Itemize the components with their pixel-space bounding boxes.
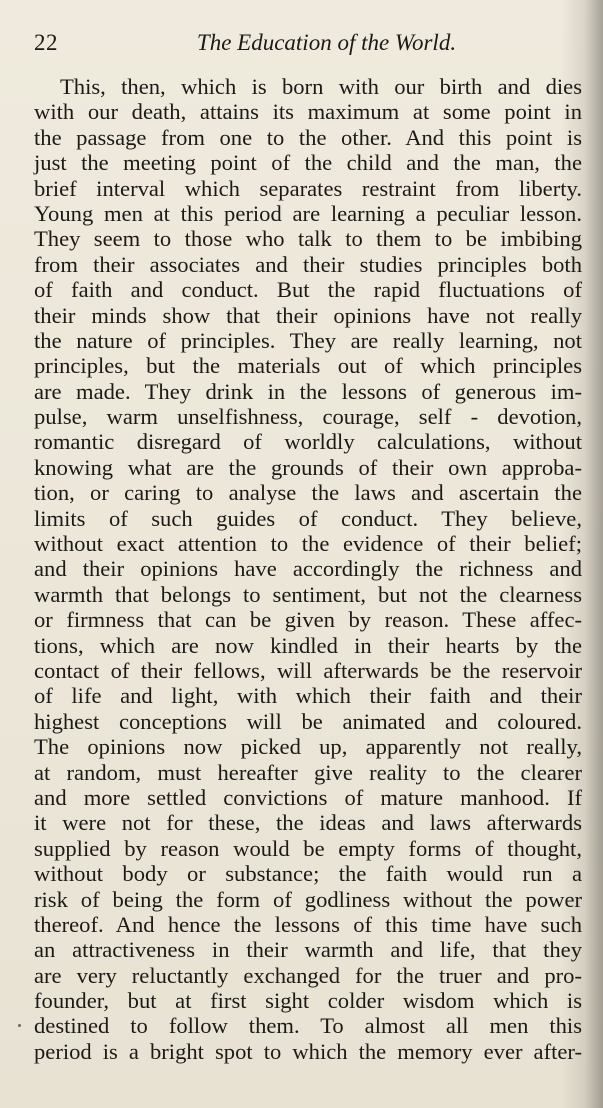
text-line: period is a bright spot to which the memory ever after-	[34, 1038, 582, 1064]
text-line: an attractiveness in their warmth and life, that they	[34, 937, 582, 963]
text-line: it were not for these, the ideas and laws afterwards	[34, 810, 582, 836]
text-line: pulse, warm unselfishness, courage, self - devotion,	[34, 404, 582, 430]
text-line: thereof. And hence the lessons of this time have such	[34, 911, 582, 937]
text-line: destined to follow them. To almost all men this	[34, 1013, 582, 1039]
text-line: Young men at this period are learning a peculiar lesson.	[34, 200, 582, 226]
text-line: from their associates and their studies principles both	[34, 251, 582, 277]
running-title: The Education of the World.	[196, 30, 457, 55]
text-line: the nature of principles. They are really learning, not	[34, 327, 582, 353]
text-line: supplied by reason would be empty forms of thought,	[34, 835, 582, 861]
text-line: limits of such guides of conduct. They believe,	[34, 505, 582, 531]
text-line: without body or substance; the faith would run a	[34, 861, 582, 887]
text-line: and their opinions have accordingly the richness and	[34, 556, 582, 582]
text-line: They seem to those who talk to them to be imbibing	[34, 226, 582, 252]
text-line: highest conceptions will be animated and coloured.	[34, 708, 582, 734]
text-line: just the meeting point of the child and the man, the	[34, 150, 582, 176]
text-line: romantic disregard of worldly calculations, without	[34, 429, 582, 455]
text-line: are made. They drink in the lessons of generous im-	[34, 378, 582, 404]
text-line: at random, must hereafter give reality to the clearer	[34, 759, 582, 785]
text-line: the passage from one to the other. And this point is	[34, 124, 582, 150]
text-line: warmth that belongs to sentiment, but not the clearness	[34, 581, 582, 607]
text-line: tion, or caring to analyse the laws and ascertain the	[34, 480, 582, 506]
page-number: 22	[34, 30, 58, 55]
text-line: are very reluctantly exchanged for the truer and pro-	[34, 962, 582, 988]
text-line: tions, which are now kindled in their hearts by the	[34, 632, 582, 658]
text-line: principles, but the materials out of which principles	[34, 353, 582, 379]
text-line: risk of being the form of godliness without the power	[34, 886, 582, 912]
text-line: without exact attention to the evidence of their belief;	[34, 531, 582, 557]
text-line: founder, but at first sight colder wisdom which is	[34, 988, 582, 1014]
text-line: with our death, attains its maximum at some point in	[34, 99, 582, 125]
text-line: their minds show that their opinions have not really	[34, 302, 582, 328]
text-line: The opinions now picked up, apparently not really,	[34, 734, 582, 760]
text-line: brief interval which separates restraint from liberty.	[34, 175, 582, 201]
text-line: This, then, which is born with our birth and dies	[60, 74, 582, 99]
text-line: contact of their fellows, will afterwards be the reservoir	[34, 657, 582, 683]
text-line: knowing what are the grounds of their own approba-	[34, 454, 582, 480]
text-line: of life and light, with which their faith and their	[34, 683, 582, 709]
body-paragraph	[34, 74, 582, 1064]
text-line: or firmness that can be given by reason. These affec-	[34, 607, 582, 633]
text-line: and more settled convictions of mature manhood. If	[34, 784, 582, 810]
text-line: of faith and conduct. But the rapid fluctuations of	[34, 277, 582, 303]
page-header	[34, 30, 579, 60]
margin-speck	[18, 1024, 21, 1027]
